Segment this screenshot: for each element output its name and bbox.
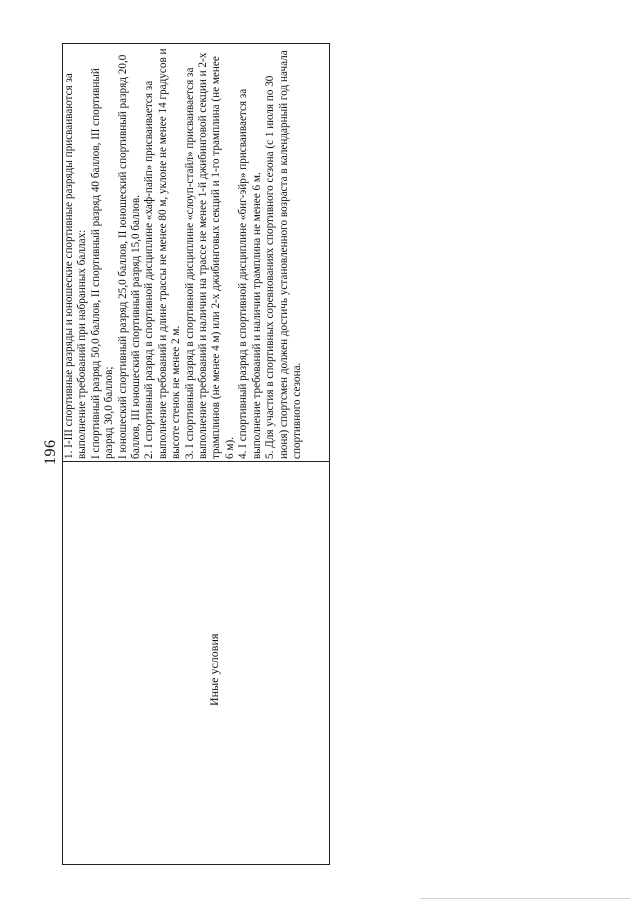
text-line: 2. I спортивный разряд в спортивной дисциплине «хаф-пайп» присваивается за [143,80,156,459]
text-line: выполнение требований и наличии на трассе не менее 1-й джибинговой секции и 2-х [197,52,210,459]
text-line: баллов, III юношеский спортивный разряд 15,0 баллов. [130,195,143,459]
text-line: июня) спортсмен должен достичь установленного возраста в календарный год начала [277,50,290,459]
row-label-cell [63,462,329,864]
conditions-table [62,43,330,865]
row-label: Иные условия [207,633,221,706]
text-line: разряд 30,0 баллов; [103,366,116,459]
text-line: трамплинов (не менее 4 м) или 2-х джибинговых секций и 1-го трамплина (не менее [210,56,223,459]
text-line: I спортивный разряд 50,0 баллов, II спортивный разряд 40 баллов, III спортивный [89,68,102,459]
text-line: 4. I спортивный разряд в спортивной дисциплине «биг-эйр» присваивается за [237,88,250,459]
text-line: высоте стенок не менее 2 м. [170,325,183,459]
column-divider [63,461,329,462]
text-line: 1. I-III спортивные разряды и юношеские спортивные разряды присваиваются за [63,73,75,459]
scan-edge-mark [420,898,630,899]
text-line: 6 м). [223,437,236,459]
page-number: 196 [42,439,59,465]
text-line: выполнение требований и наличии трамплина не менее 6 м. [250,172,263,459]
text-line: выполнение требований при набранных баллах: [76,229,89,459]
conditions-text-cell [63,44,329,459]
text-line: 5. Для участия в спортивных соревнованиях спортивного сезона (с 1 июля по 30 [264,75,277,459]
text-line: выполнение требований и длине трассы не менее 80 м, уклоне не менее 14 градусов и [156,48,169,459]
text-line: I юношеский спортивный разряд 25,0 баллов, II юношеский спортивный разряд 20,0 [116,54,129,459]
text-line: 3. I спортивный разряд в спортивной дисциплине «слоуп-стайл» присваивается за [183,67,196,459]
text-line: спортивного сезона. [290,362,303,459]
